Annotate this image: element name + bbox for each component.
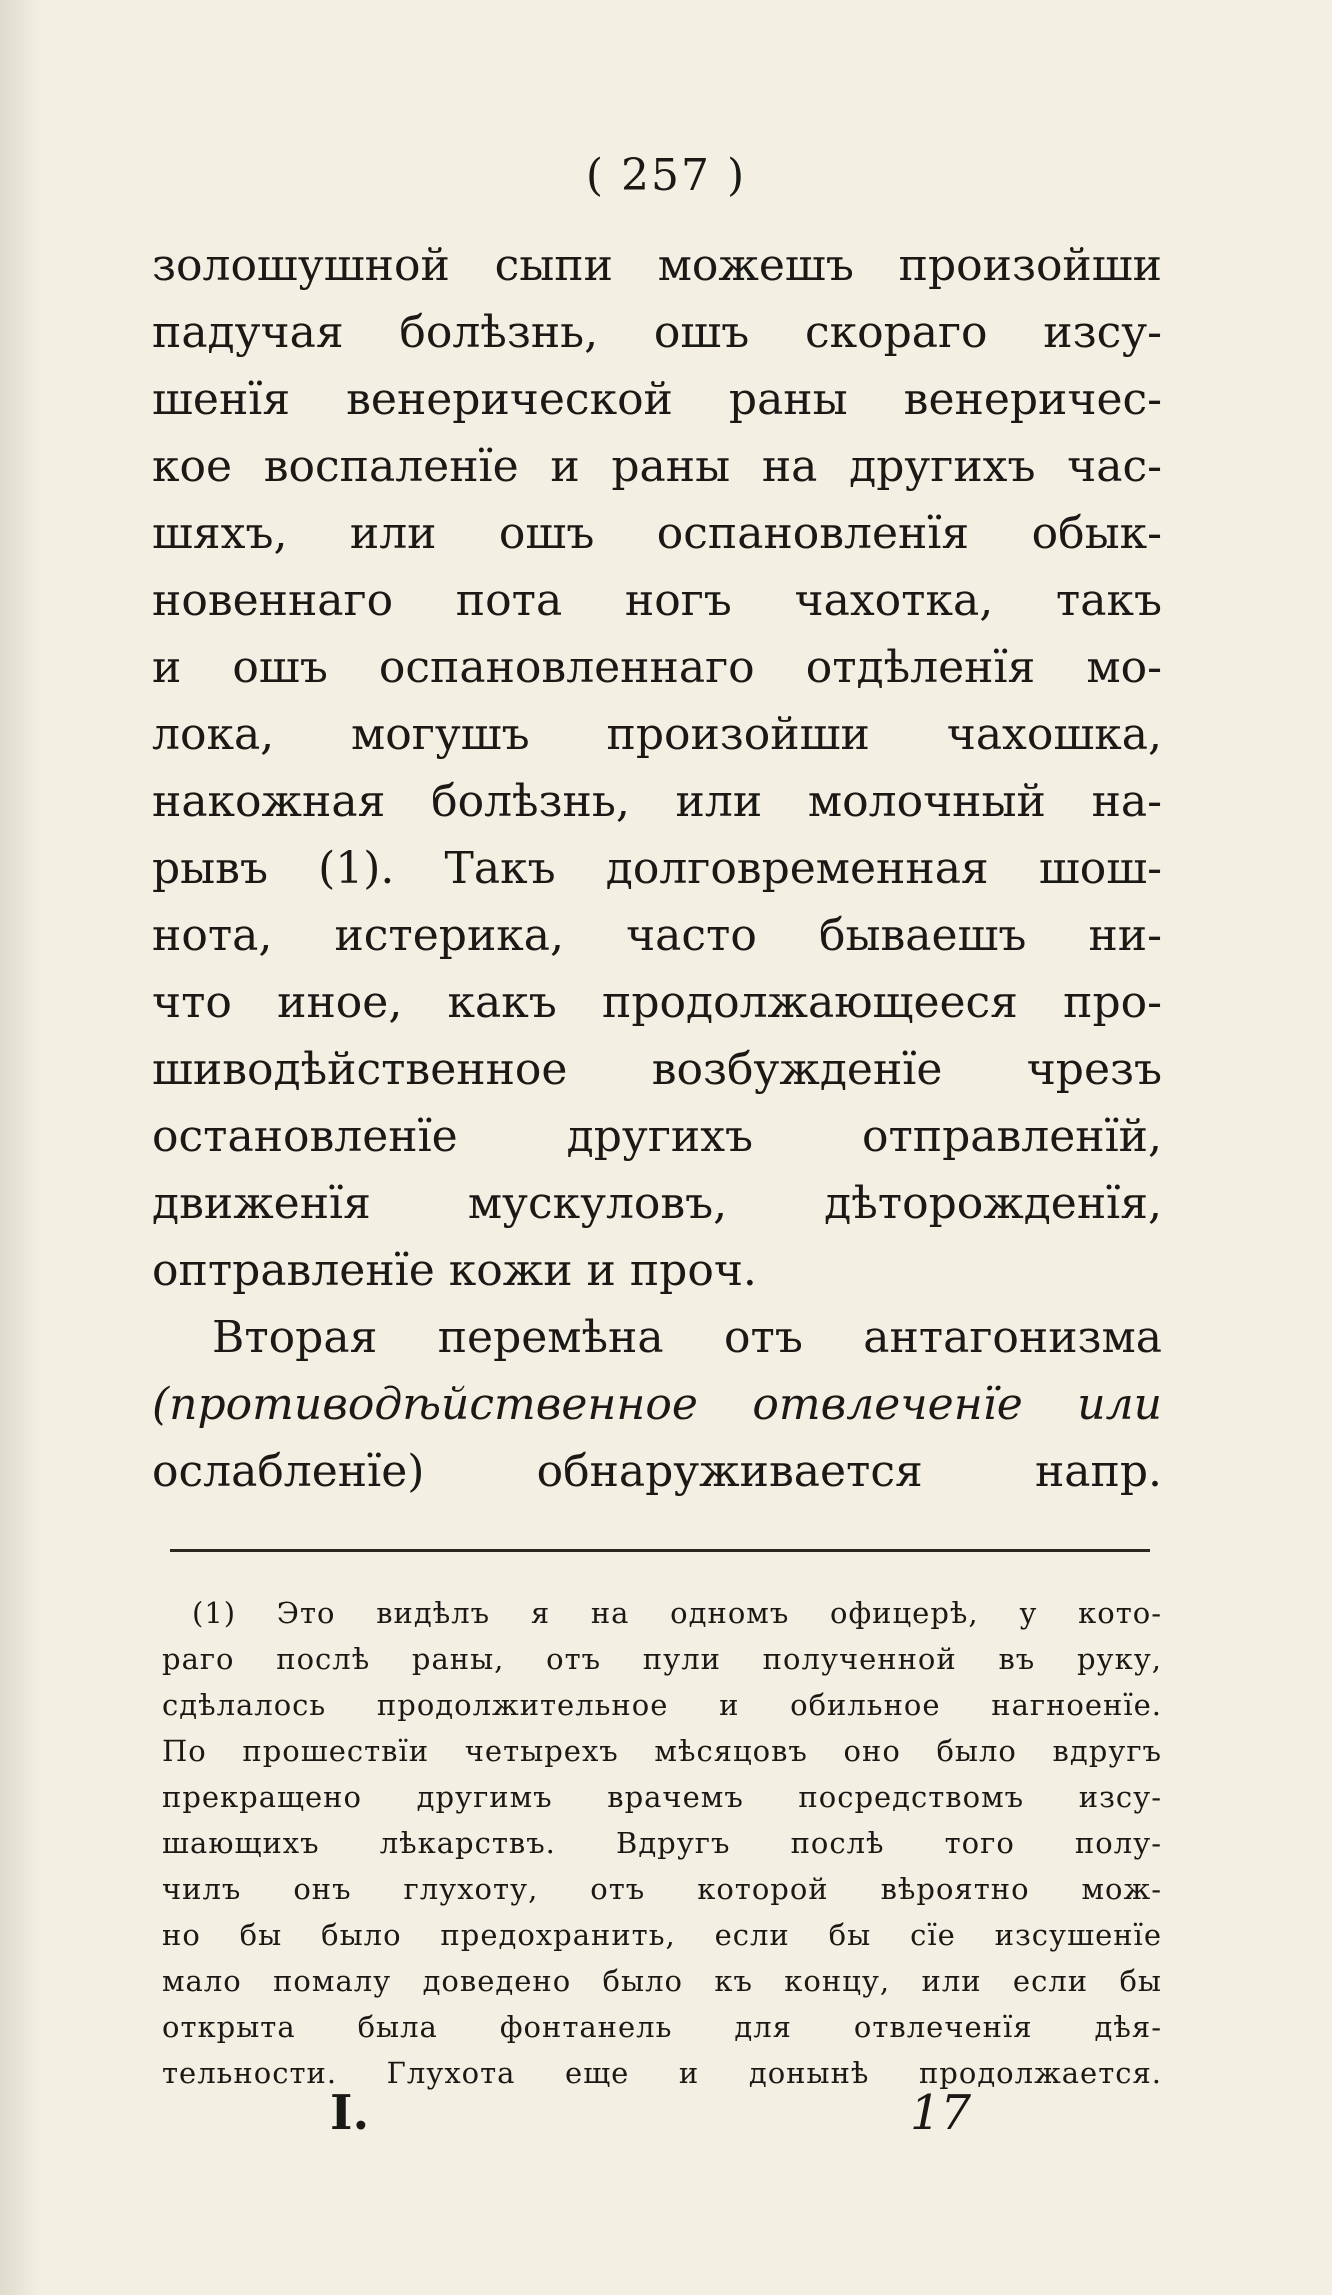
text-line: нота, истерика, часто бываешъ ни- [152,910,1162,961]
text-line: оптравленїе кожи и проч. [152,1245,757,1296]
footnote-line: По прошествїи четырехъ мѣсяцовъ оно было вдругъ [162,1734,1162,1768]
text-line: новеннаго пота ногъ чахотка, такъ [152,575,1162,626]
footnote-line: открыта была фонтанель для отвлеченїя дѣя- [162,2010,1162,2044]
footnote-divider [170,1549,1150,1552]
text-line: что иное, какъ продолжающееся про- [152,977,1162,1028]
catchword: 17 [910,2085,972,2141]
text-line: (противодѣйственное отвлеченїе или [152,1379,1162,1430]
footnote-line: раго послѣ раны, отъ пули полученной въ руку, [162,1642,1162,1676]
signature-mark: I. [330,2085,370,2141]
text-line: и ошъ оспановленнаго отдѣленїя мо- [152,642,1162,693]
text-line: лока, могушъ произойши чахошка, [152,709,1162,760]
footnote-block [162,1590,1162,2096]
text-line: остановленїе другихъ отправленїй, [152,1111,1162,1162]
text-line: золошушной сыпи можешъ произойши [152,240,1162,291]
footnote-line: но бы было предохранить, если бы сїе изсушенїе [162,1918,1162,1952]
text-line: ослабленїе) обнаруживается напр. [152,1446,1162,1497]
text-line: рывъ (1). Такъ долговременная шош- [152,843,1162,894]
text-line: движенїя мускуловъ, дѣторожденїя, [152,1178,1162,1229]
text-line: шяхъ, или ошъ оспановленїя обык- [152,508,1162,559]
footnote-line: (1) Это видѣлъ я на одномъ офицерѣ, у кото- [192,1596,1162,1630]
footnote-line: тельности. Глухота еще и донынѣ продолжается. [162,2056,1162,2090]
text-line: накожная болѣзнь, или молочный на- [152,776,1162,827]
footnote-line: мало помалу доведено было къ концу, или если бы [162,1964,1162,1998]
page-edge-shadow [0,0,40,2295]
text-line: Вторая перемѣна отъ антагонизма [212,1312,1162,1363]
page-number: ( 257 ) [585,150,747,201]
footnote-line: чилъ онъ глухоту, отъ которой вѣроятно мож- [162,1872,1162,1906]
text-line: кое воспаленїе и раны на другихъ час- [152,441,1162,492]
text-line: шенїя венерической раны венеричес- [152,374,1162,425]
main-text-block [152,232,1162,1505]
footnote-line: сдѣлалось продолжительное и обильное нагноенїе. [162,1688,1162,1722]
footnote-line: шающихъ лѣкарствъ. Вдругъ послѣ того полу- [162,1826,1162,1860]
footnote-line: прекращено другимъ врачемъ посредствомъ изсу- [162,1780,1162,1814]
text-line: падучая болѣзнь, ошъ скораго изсу- [152,307,1162,358]
text-line: шиводѣйственное возбужденїе чрезъ [152,1044,1162,1095]
